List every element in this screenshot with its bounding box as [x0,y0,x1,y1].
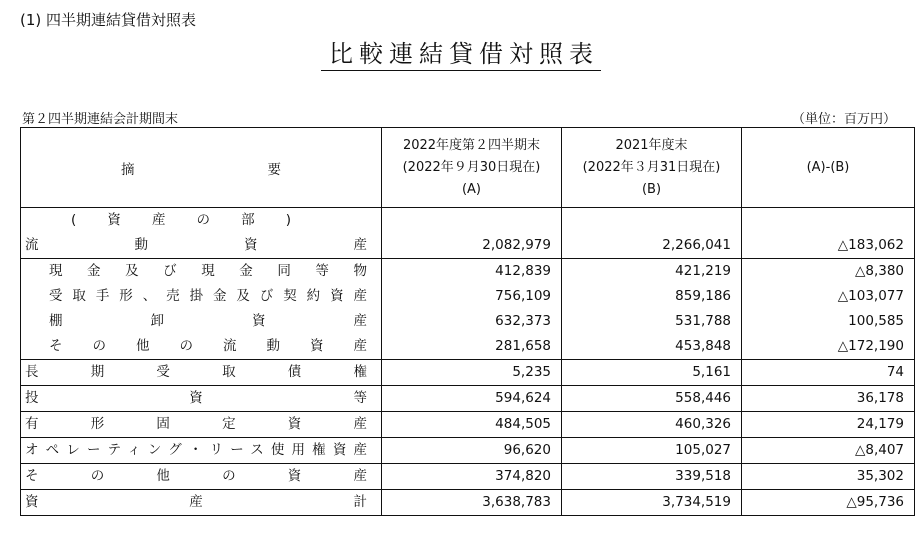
row-value-a: 281,658 [382,334,562,360]
table-row-section-header [21,208,915,234]
row-value-diff: 36,178 [742,386,915,412]
table-row [21,412,915,438]
row-value-a: 484,505 [382,412,562,438]
row-value-a: 3,638,783 [382,490,562,516]
row-value-diff: △172,190 [742,334,915,360]
header-col-a-line1: 2022年度第２四半期末 [402,137,541,153]
header-summary: 摘 要 [21,128,382,208]
row-label: その他の資産 [21,464,382,490]
row-label: 現金及び現金同等物 [21,259,382,285]
row-value-b: 2,266,041 [562,233,742,259]
header-col-b-line1: 2021年度末 [615,137,688,153]
row-value-b: 3,734,519 [562,490,742,516]
table-row-total [21,490,915,516]
row-label: オペレーティング・リース使用権資産 [21,438,382,464]
row-label: 資産計 [21,490,382,516]
row-value-diff: 35,302 [742,464,915,490]
row-value-a: 756,109 [382,284,562,309]
row-value-a: 5,235 [382,360,562,386]
main-title-text: 比較連結貸借対照表 [321,40,601,71]
table-row [21,464,915,490]
header-col-b-line2: (2022年３月31日現在) [582,159,721,175]
row-label: 投資等 [21,386,382,412]
row-value-a: 594,624 [382,386,562,412]
header-col-diff: (A)-(B) [742,128,915,208]
row-label: 流動資産 [21,233,382,259]
row-value-a: 96,620 [382,438,562,464]
table-row [21,438,915,464]
table-row [21,233,915,259]
row-label: 棚卸資産 [21,309,382,334]
row-value-a: 412,839 [382,259,562,285]
header-col-b-line3: (B) [641,181,662,197]
row-value-diff: △95,736 [742,490,915,516]
row-label: 受取手形、売掛金及び契約資産 [21,284,382,309]
row-value-diff: 100,585 [742,309,915,334]
row-label: 長期受取債権 [21,360,382,386]
row-value-b: 5,161 [562,360,742,386]
row-value-b: 339,518 [562,464,742,490]
section-header-label: (資産の部) [21,208,382,234]
header-col-a-line2: (2022年９月30日現在) [402,159,541,175]
row-value-b: 558,446 [562,386,742,412]
row-value-diff: 74 [742,360,915,386]
row-value-b: 460,326 [562,412,742,438]
row-label: その他の流動資産 [21,334,382,360]
row-value-a: 2,082,979 [382,233,562,259]
row-value-diff: △8,380 [742,259,915,285]
header-col-a [382,128,562,208]
row-value-b: 531,788 [562,309,742,334]
row-value-b: 453,848 [562,334,742,360]
table-row [21,309,915,334]
header-col-b [562,128,742,208]
main-title [0,34,922,69]
table-row [21,284,915,309]
section-title: (1) 四半期連結貸借対照表 [20,11,197,29]
row-value-diff: △183,062 [742,233,915,259]
row-value-b: 421,219 [562,259,742,285]
row-value-a: 374,820 [382,464,562,490]
row-value-diff: △103,077 [742,284,915,309]
table-row [21,259,915,285]
table-row [21,360,915,386]
row-value-diff: 24,179 [742,412,915,438]
table-row [21,334,915,360]
row-value-a: 632,373 [382,309,562,334]
row-value-b: 105,027 [562,438,742,464]
balance-sheet-table [20,127,915,516]
table-row [21,386,915,412]
header-col-a-line3: (A) [461,181,482,197]
row-value-b: 859,186 [562,284,742,309]
period-label: 第２四半期連結会計期間末 [22,112,179,127]
unit-label: （単位：百万円） [791,112,896,127]
row-label: 有形固定資産 [21,412,382,438]
row-value-diff: △8,407 [742,438,915,464]
